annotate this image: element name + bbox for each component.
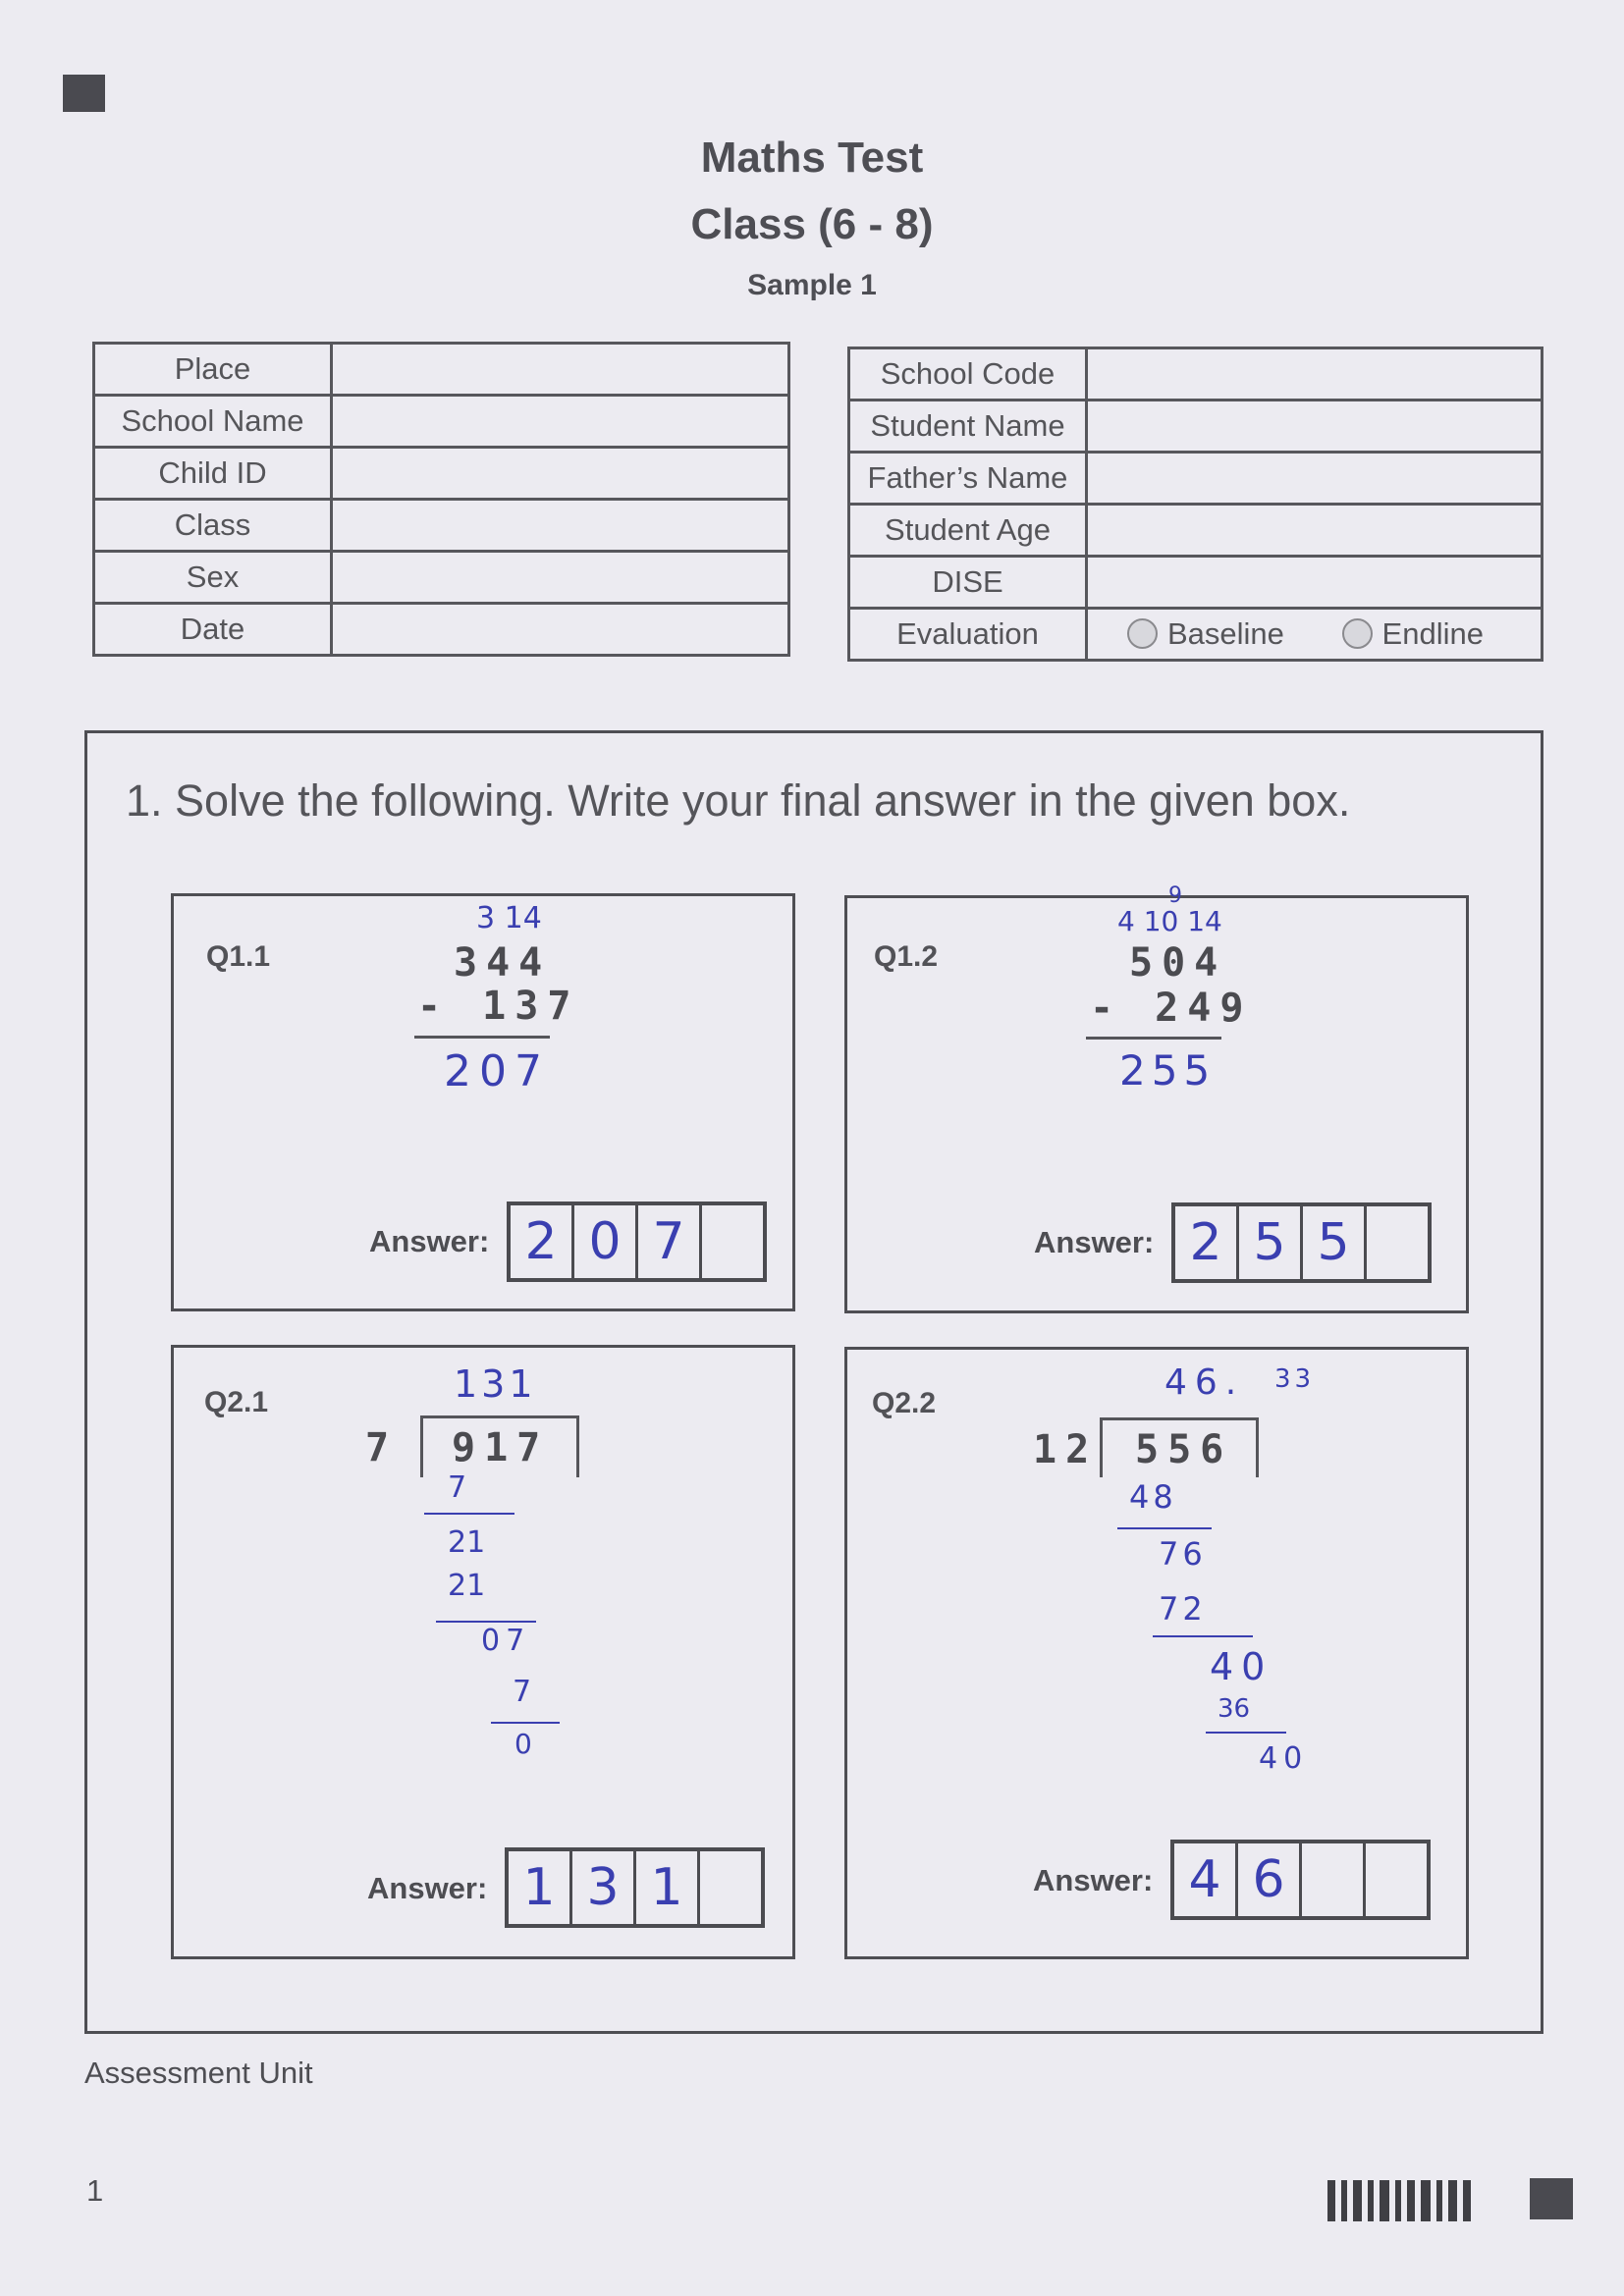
answer-digit[interactable]: 2 [1175,1206,1239,1279]
school-code-label: School Code [849,348,1087,400]
registration-mark-top-left [63,75,105,112]
q2-1-work-line: 7 [513,1675,532,1709]
place-label: Place [94,344,332,396]
answer-label-q2-1: Answer: [367,1871,488,1905]
answer-box-q1-1[interactable] [507,1201,767,1282]
q2-1-work-line: 07 [481,1624,531,1658]
question-label-q1-2: Q1.2 [874,940,939,973]
evaluation-label: Evaluation [849,609,1087,661]
school-name-field[interactable] [332,396,789,448]
baseline-radio[interactable] [1127,618,1158,649]
dise-field[interactable] [1087,557,1543,609]
q1-1-rule [414,1036,550,1039]
answer-digit[interactable]: 5 [1303,1206,1367,1279]
answer-digit[interactable] [1302,1843,1366,1916]
student-name-label: Student Name [849,400,1087,453]
q1-1-minuend: 344 [454,940,552,986]
evaluation-options [1087,609,1543,661]
answer-digit[interactable]: 2 [511,1205,574,1278]
answer-digit[interactable]: 1 [509,1851,572,1924]
answer-digit[interactable] [702,1205,763,1278]
q2-2-quotient-decimals: 33 [1274,1364,1316,1394]
q2-2-quotient: 46. [1164,1362,1245,1403]
fathers-name-label: Father’s Name [849,453,1087,505]
q2-2-work-line: 76 [1159,1535,1207,1573]
q2-1-work-line: 21 [448,1569,486,1603]
q2-1-work-line: 0 [514,1728,532,1760]
q1-1-subtrahend: - 137 [417,984,580,1029]
child-id-label: Child ID [94,448,332,500]
q2-2-work-line: 48 [1129,1478,1177,1516]
answer-box-q2-2[interactable] [1170,1840,1431,1920]
q2-1-dividend: 917 [452,1425,550,1470]
answer-digit[interactable]: 4 [1174,1843,1238,1916]
student-age-field[interactable] [1087,505,1543,557]
endline-radio[interactable] [1342,618,1373,649]
question-label-q2-1: Q2.1 [204,1386,269,1418]
q2-2-work-rule [1153,1635,1253,1637]
q2-1-work-rule [424,1513,514,1515]
answer-digit[interactable] [1367,1206,1428,1279]
answer-box-q1-2[interactable] [1171,1202,1432,1283]
answer-digit[interactable] [700,1851,761,1924]
school-code-field[interactable] [1087,348,1543,400]
q1-2-carry-work: 4 10 14 [1117,905,1222,937]
q2-1-work-line: 7 [448,1470,467,1505]
q2-1-work-line: 21 [448,1525,486,1560]
question-label-q2-2: Q2.2 [872,1387,937,1419]
barcode-icon [1327,2180,1479,2221]
student-info-table-right [847,347,1543,662]
q2-1-divisor: 7 [365,1425,399,1470]
student-info-table-left [92,342,790,657]
q2-1-work-rule [491,1722,560,1724]
answer-label-q1-1: Answer: [369,1224,490,1258]
school-name-label: School Name [94,396,332,448]
endline-label: Endline [1381,616,1484,651]
q1-2-worked-result: 255 [1119,1046,1217,1095]
class-field[interactable] [332,500,789,552]
q1-1-carry-work: 3 14 [476,901,542,935]
q1-2-carry-top: 9 [1168,883,1182,908]
q2-2-work-line: 40 [1259,1741,1309,1776]
sex-label: Sex [94,552,332,604]
student-name-field[interactable] [1087,400,1543,453]
answer-digit[interactable]: 7 [638,1205,702,1278]
page-number: 1 [86,2173,104,2208]
answer-digit[interactable]: 0 [574,1205,638,1278]
q2-2-work-line: 36 [1218,1694,1251,1724]
instruction-text: 1. Solve the following. Write your final answer in the given box. [126,775,1351,826]
answer-label-q1-2: Answer: [1034,1225,1155,1259]
answer-digit[interactable]: 6 [1238,1843,1302,1916]
endline-option[interactable] [1342,616,1484,651]
dise-label: DISE [849,557,1087,609]
sex-field[interactable] [332,552,789,604]
fathers-name-field[interactable] [1087,453,1543,505]
q1-2-subtrahend: - 249 [1090,986,1253,1031]
class-label: Class [94,500,332,552]
page-title: Maths Test [700,133,924,182]
q2-2-work-line: 40 [1210,1645,1273,1688]
assessment-unit-label: Assessment Unit [84,2056,313,2090]
q1-1-worked-result: 207 [444,1046,550,1096]
child-id-field[interactable] [332,448,789,500]
baseline-option[interactable] [1127,616,1284,651]
answer-digit[interactable]: 5 [1239,1206,1303,1279]
class-range: Class (6 - 8) [690,200,934,248]
baseline-label: Baseline [1167,616,1284,651]
q1-2-rule [1086,1037,1221,1040]
sample-label: Sample 1 [747,269,877,301]
question-label-q1-1: Q1.1 [206,940,271,973]
q1-2-minuend: 504 [1129,940,1227,986]
q2-2-divisor: 12 [1033,1427,1099,1472]
answer-digit[interactable]: 1 [636,1851,700,1924]
answer-digit[interactable]: 3 [572,1851,636,1924]
date-label: Date [94,604,332,656]
place-field[interactable] [332,344,789,396]
answer-box-q2-1[interactable] [505,1847,765,1928]
student-age-label: Student Age [849,505,1087,557]
registration-mark-bottom-right [1530,2178,1573,2219]
q2-1-quotient: 131 [454,1362,537,1406]
q2-1-work-rule [436,1621,536,1623]
q2-2-work-line: 72 [1159,1590,1207,1628]
answer-digit[interactable] [1366,1843,1427,1916]
q2-2-work-rule [1206,1732,1286,1734]
q2-2-dividend: 556 [1135,1427,1233,1472]
q2-2-work-rule [1117,1527,1212,1529]
answer-label-q2-2: Answer: [1033,1863,1154,1897]
date-field[interactable] [332,604,789,656]
